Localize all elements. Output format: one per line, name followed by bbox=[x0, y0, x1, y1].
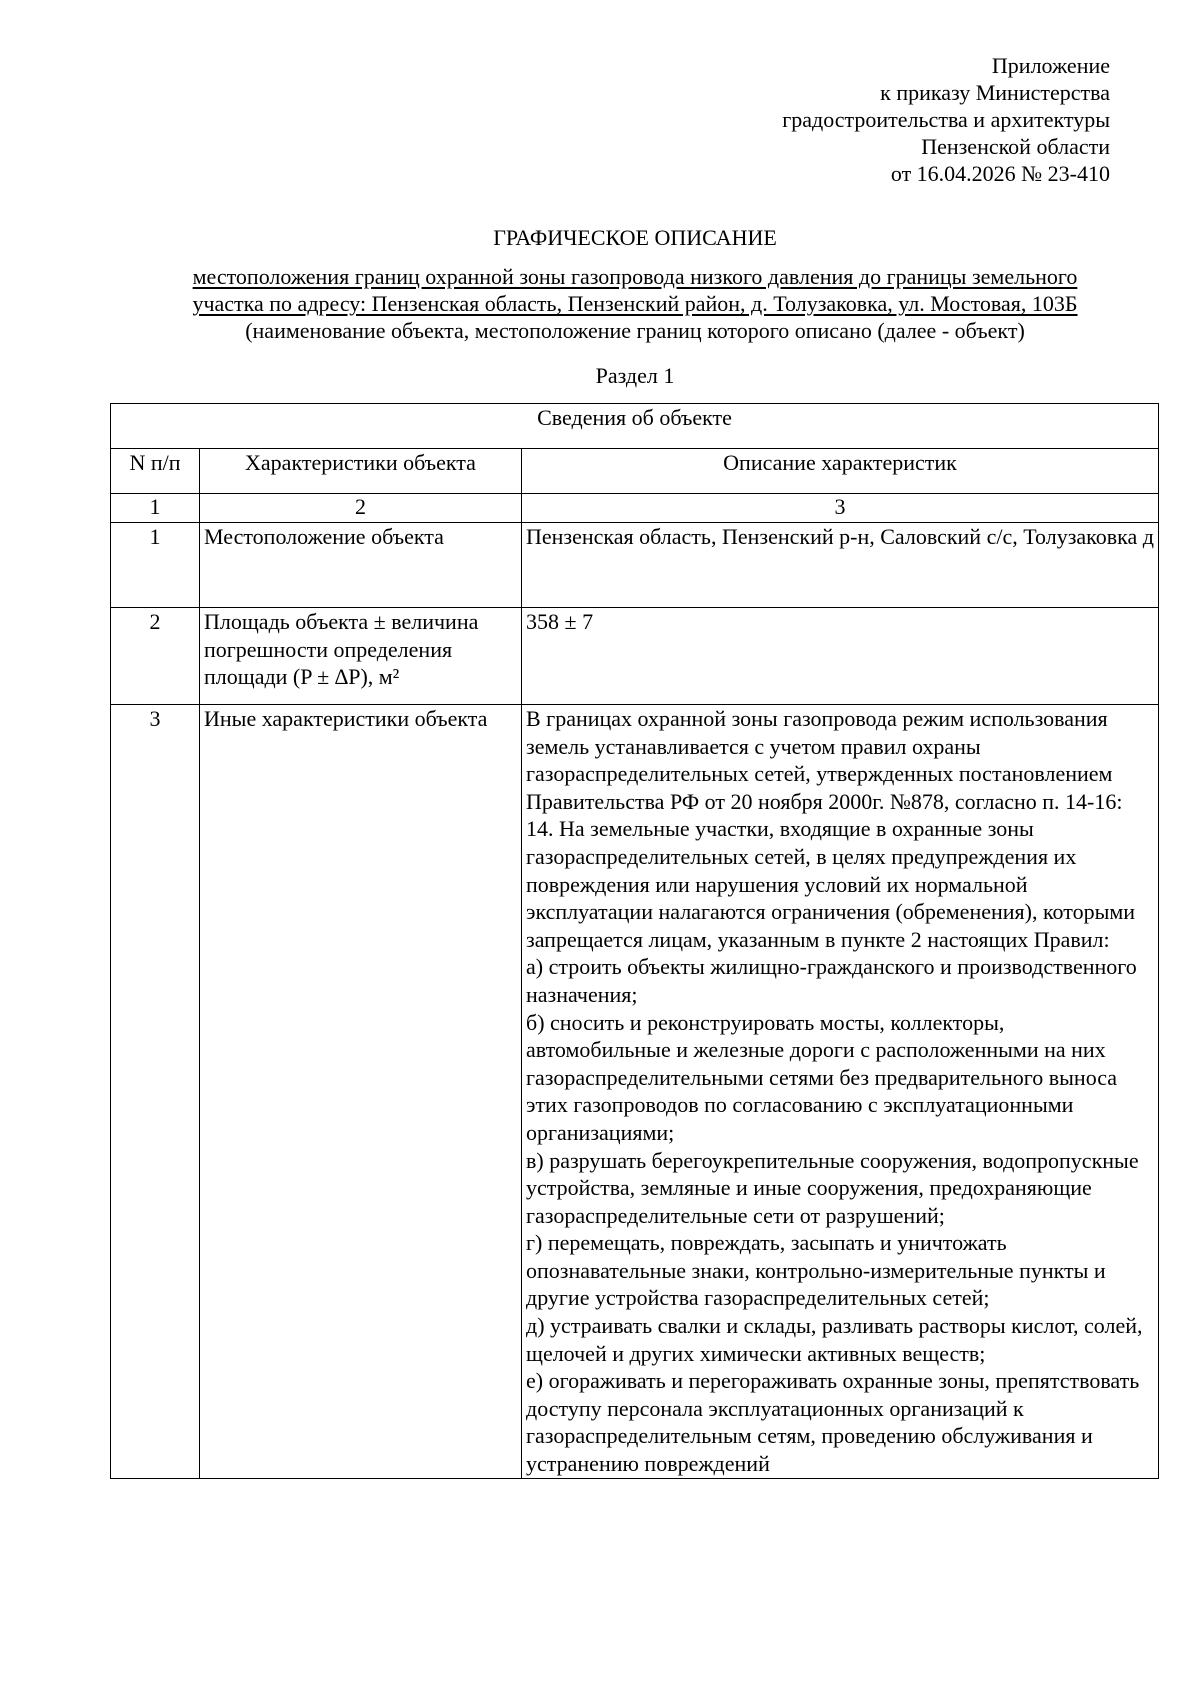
appendix-line: от 16.04.2026 № 23-410 bbox=[890, 161, 1110, 186]
table-header-row bbox=[111, 449, 1159, 494]
appendix-line: Приложение bbox=[991, 53, 1110, 78]
description-paragraph: б) сносить и реконструировать мосты, коллекторы, автомобильные и железные дороги с расположенными на них газораспределительными сетями без предварительного выноса этих газопроводов по согласованию с эксплуатационными организациями; bbox=[526, 1009, 1118, 1145]
row-description bbox=[522, 608, 1159, 705]
column-number: 2 bbox=[200, 494, 522, 523]
table-row bbox=[111, 705, 1159, 1479]
header-description: Описание характеристик bbox=[522, 449, 1159, 494]
row-characteristic: Иные характеристики объекта bbox=[200, 705, 522, 1479]
table-title-row bbox=[111, 404, 1159, 449]
table-row bbox=[111, 608, 1159, 705]
header-characteristic: Характеристики объекта bbox=[200, 449, 522, 494]
appendix-block bbox=[782, 52, 1110, 187]
object-name-line: участка по адресу: Пензенская область, Пензенский район, д. Толузаковка, ул. Мостовая, 103Б bbox=[192, 291, 1078, 316]
table-title: Сведения об объекте bbox=[111, 404, 1159, 449]
object-info-table bbox=[110, 403, 1159, 1479]
row-characteristic: Местоположение объекта bbox=[200, 523, 522, 608]
header-number: N п/п bbox=[111, 449, 200, 494]
description-paragraph: В границах охранной зоны газопровода режим использования земель устанавливается с учетом правил охраны газораспределительных сетей, утвержденных постановлением Правительства РФ от 20 ноября 2000г. №878, согласно п. 14-16: bbox=[526, 706, 1123, 814]
row-number: 2 bbox=[111, 608, 200, 705]
object-name-block bbox=[0, 263, 1200, 344]
description-paragraph: 14. На земельные участки, входящие в охранные зоны газораспределительных сетей, в целях предупреждения их повреждения или нарушения условий их нормальной эксплуатации налагаются ограничения (обременения), которыми запрещается лицам, указанным в пункте 2 настоящих Правил: bbox=[526, 816, 1136, 952]
description-paragraph: г) перемещать, повреждать, засыпать и уничтожать опознавательные знаки, контрольно-измерительные пункты и другие устройства газораспределительных сетей; bbox=[526, 1230, 1106, 1311]
object-name-note: (наименование объекта, местоположение границ которого описано (далее - объект) bbox=[245, 318, 1025, 343]
row-description bbox=[522, 705, 1159, 1479]
description-paragraph: д) устраивать свалки и склады, разливать растворы кислот, солей, щелочей и других химически активных веществ; bbox=[526, 1313, 1143, 1366]
table-row bbox=[111, 523, 1159, 608]
column-number: 3 bbox=[522, 494, 1159, 523]
row-description bbox=[522, 523, 1159, 608]
description-paragraph: е) огораживать и перегораживать охранные зоны, препятствовать доступу персонала эксплуатационных организаций к газораспределительным сетям, проведению обслуживания и устранению повреждений bbox=[526, 1368, 1140, 1477]
description-paragraph: в) разрушать берегоукрепительные сооружения, водопропускные устройства, земляные и иные сооружения, предохраняющие газораспределительные сети от разрушений; bbox=[526, 1147, 1139, 1228]
document-title: ГРАФИЧЕСКОЕ ОПИСАНИЕ bbox=[493, 225, 777, 250]
appendix-line: к приказу Министерства bbox=[880, 80, 1110, 105]
column-number: 1 bbox=[111, 494, 200, 523]
section-heading: Раздел 1 bbox=[595, 363, 675, 388]
description-paragraph: а) строить объекты жилищно-гражданского и производственного назначения; bbox=[526, 954, 1137, 1007]
row-number: 3 bbox=[111, 705, 200, 1479]
appendix-line: градостроительства и архитектуры bbox=[782, 107, 1110, 132]
row-characteristic: Площадь объекта ± величина погрешности определения площади (P ± ∆P), м² bbox=[200, 608, 522, 705]
row-number: 1 bbox=[111, 523, 200, 608]
appendix-line: Пензенской области bbox=[921, 134, 1110, 159]
object-name-line: местоположения границ охранной зоны газопровода низкого давления до границы земельного bbox=[192, 264, 1078, 289]
description-paragraph: 358 ± 7 bbox=[526, 609, 594, 634]
description-paragraph: Пензенская область, Пензенский р-н, Саловский с/с, Толузаковка д bbox=[526, 524, 1154, 549]
column-number-row bbox=[111, 494, 1159, 523]
